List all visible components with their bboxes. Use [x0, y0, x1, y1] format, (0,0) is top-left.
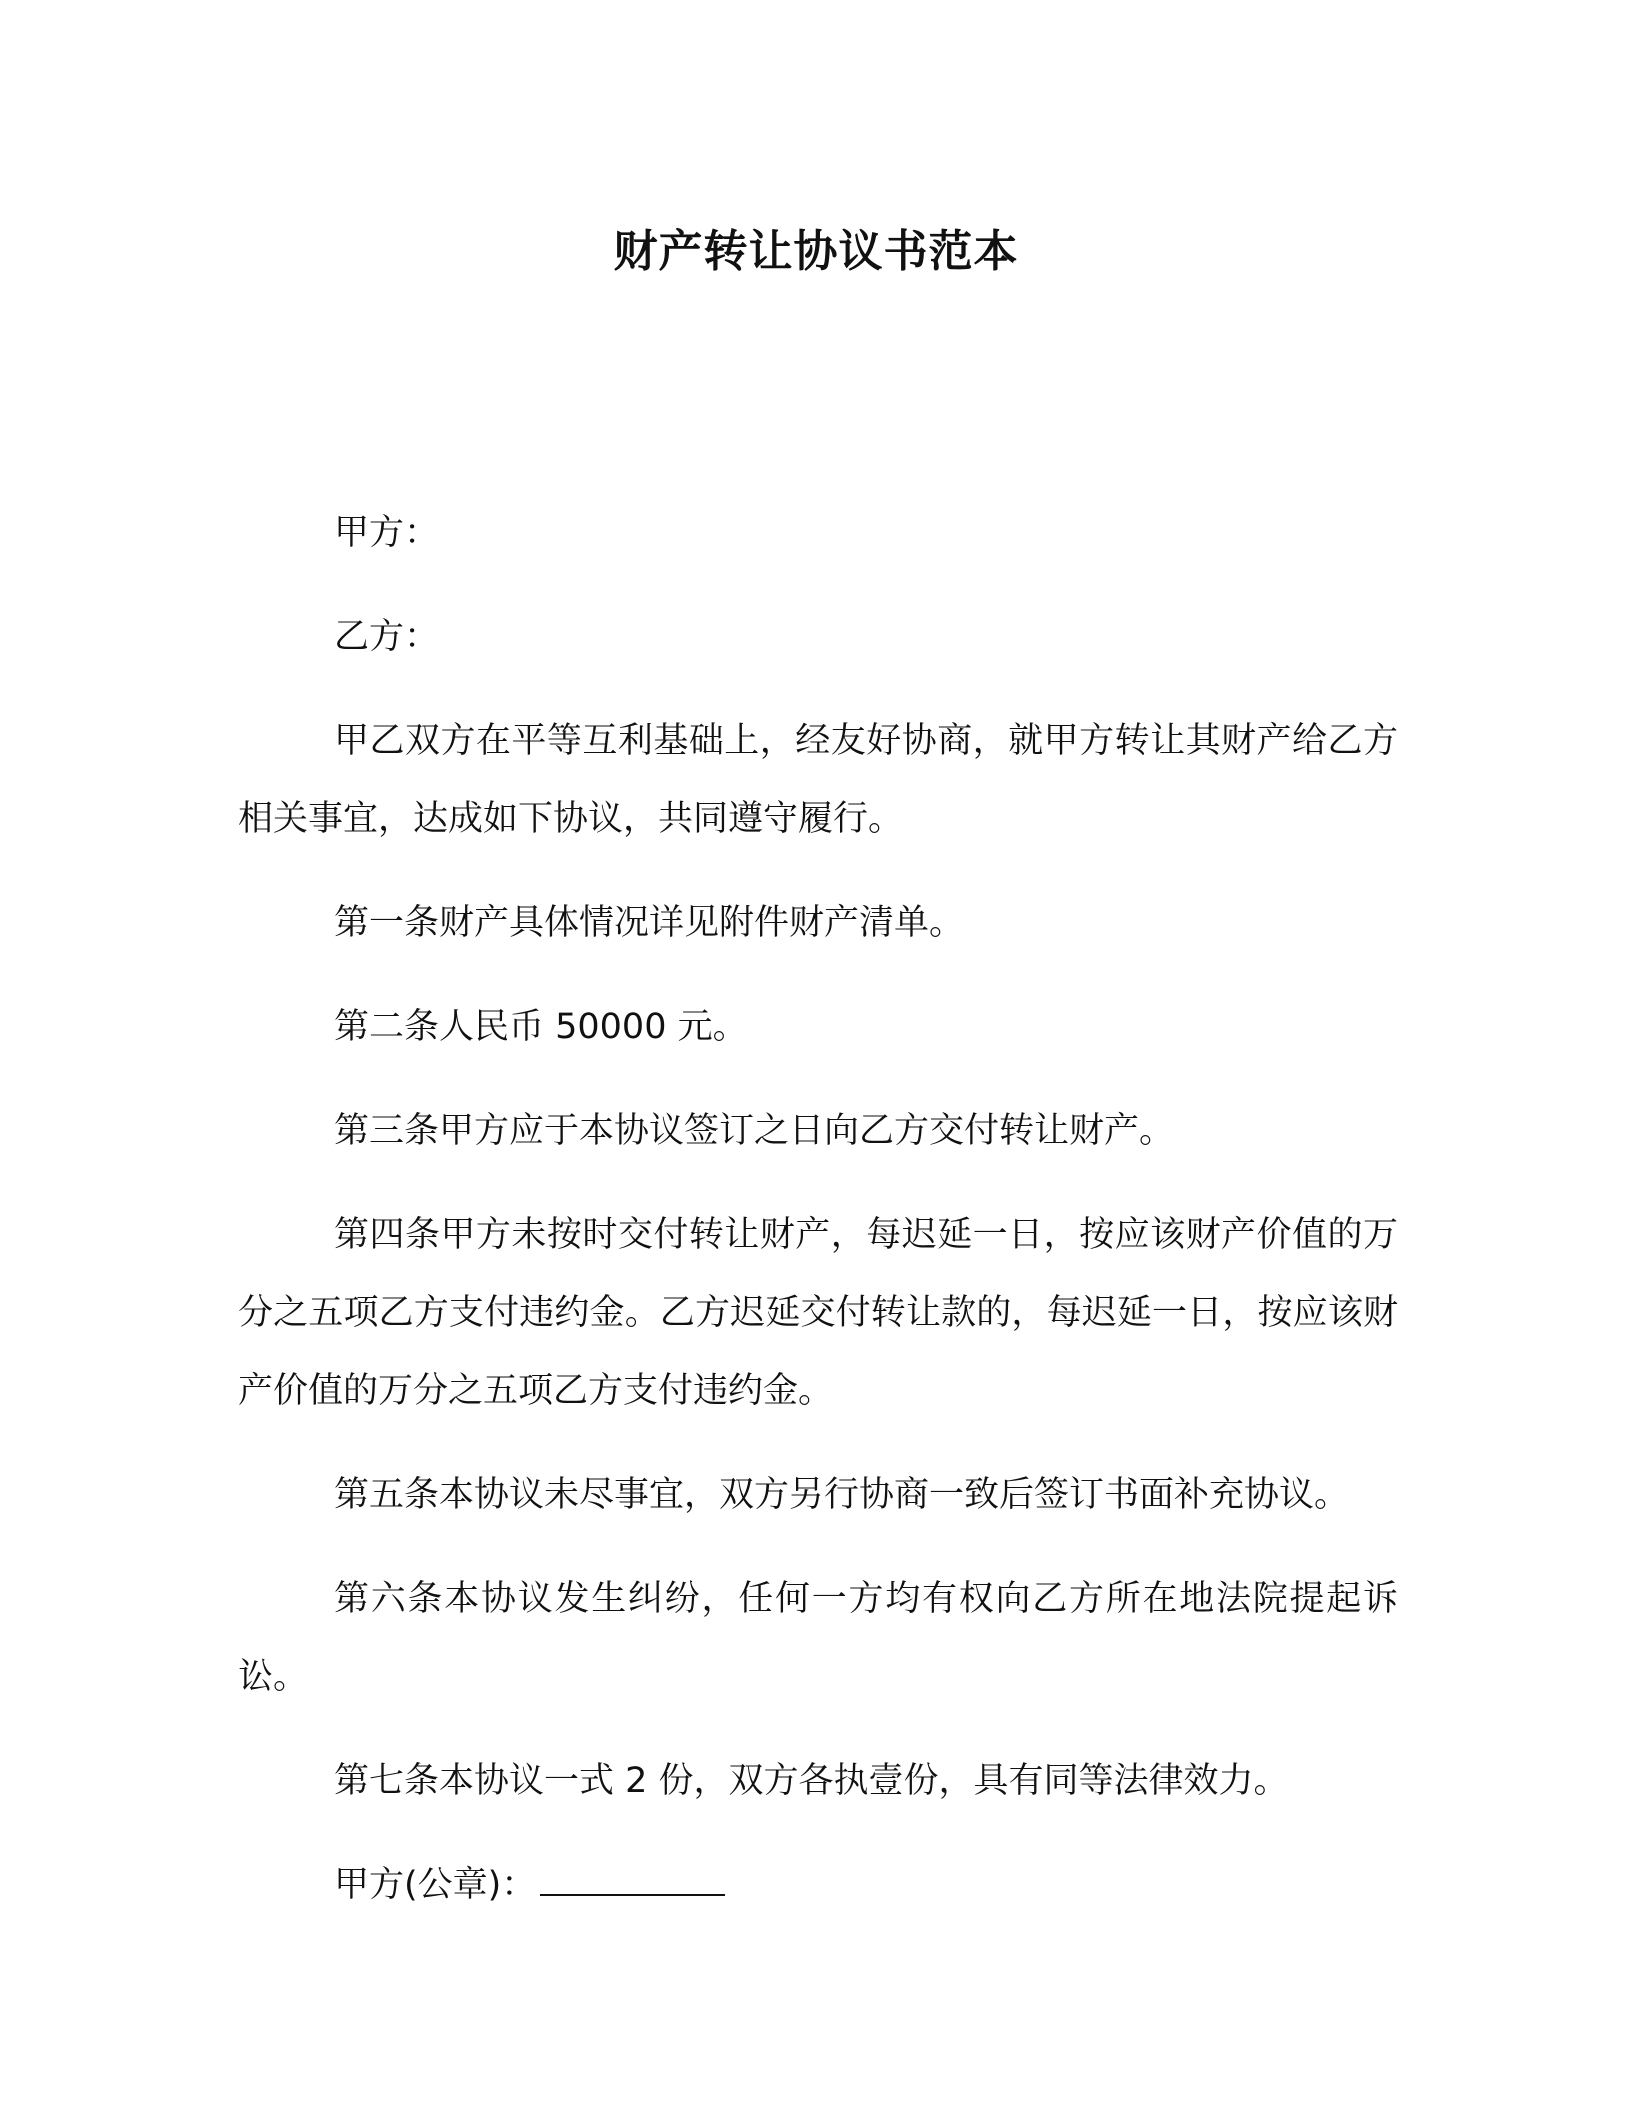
article-1: 第一条财产具体情况详见附件财产清单。: [334, 903, 965, 943]
party-a-signature-line: [238, 1846, 1398, 1924]
article-3: 第三条甲方应于本协议签订之日向乙方交付转让财产。: [334, 1111, 1175, 1151]
article-7: 第七条本协议一式 2 份，双方各执壹份，具有同等法律效力。: [334, 1761, 1289, 1801]
article-4: 第四条甲方未按时交付转让财产，每迟延一日，按应该财产价值的万分之五项乙方支付违约金。乙方迟延交付转让款的，每迟延一日，按应该财产价值的万分之五项乙方支付违约金。: [238, 1215, 1398, 1411]
article-6: 第六条本协议发生纠纷，任何一方均有权向乙方所在地法院提起诉讼。: [238, 1579, 1398, 1697]
document-title: 财产转让协议书范本: [613, 226, 1019, 277]
party-b-line: 乙方：: [334, 617, 440, 657]
party-a-signature-label: 甲方(公章)：: [334, 1865, 537, 1905]
document-body: [238, 494, 1398, 1950]
preamble-paragraph: 甲乙双方在平等互利基础上，经友好协商，就甲方转让其财产给乙方相关事宜，达成如下协议，共同遵守履行。: [238, 721, 1398, 839]
signature-blank: [540, 1860, 725, 1896]
article-2: 第二条人民币 50000 元。: [334, 1007, 748, 1047]
article-5: 第五条本协议未尽事宜，双方另行协商一致后签订书面补充协议。: [334, 1475, 1350, 1515]
party-a-line: 甲方：: [334, 513, 440, 553]
